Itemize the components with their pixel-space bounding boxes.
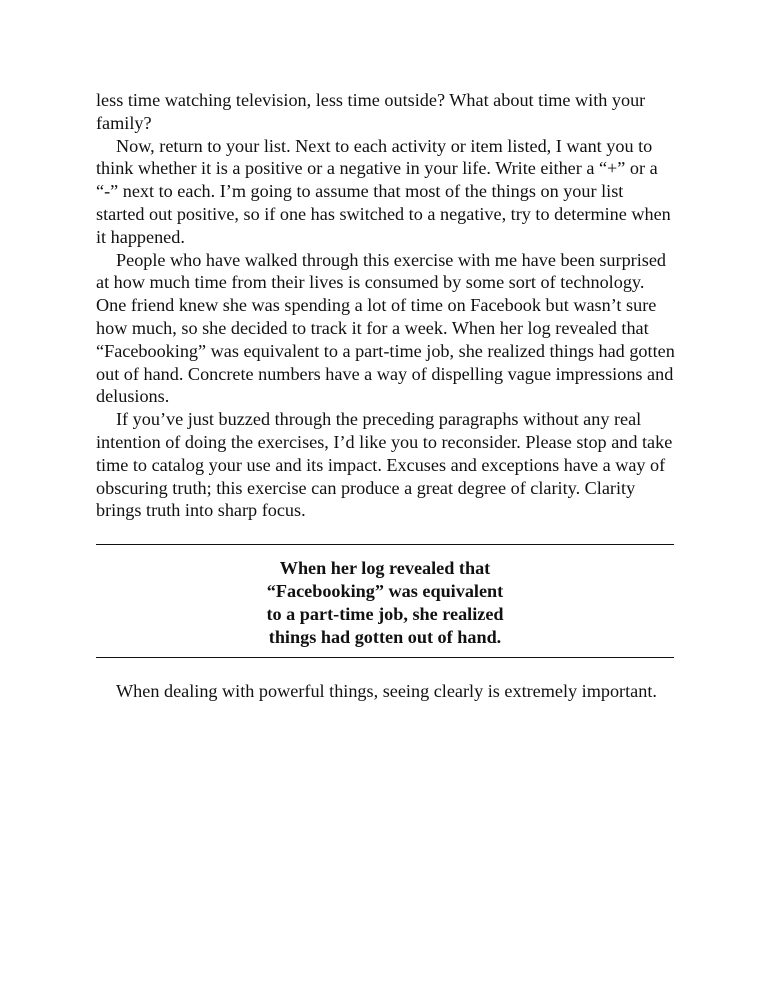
pull-quote-line: things had gotten out of hand. [268,626,502,647]
pull-quote [96,544,674,658]
paragraph-return-to-list: Now, return to your list. Next to each activity or item listed, I want you to think whether it is a positive or a negative in your life. Write either a “+” or a “-” next to each. I’m going to assume that most of the things on your list started out positive, so if one has switched to a negative, try to determine when it happened. [96,135,671,247]
paragraph-continuation: less time watching television, less time outside? What about time with your family? [96,90,646,133]
pull-quote-line: to a part-time job, she realized [266,603,504,624]
book-page [96,89,676,703]
paragraph-reconsider: If you’ve just buzzed through the preceding paragraphs without any real intention of doing the exercises, I’d like you to reconsider. Please stop and take time to catalog your use and its impact. Excuses and exceptions have a way of obscuring truth; this exercise can produce a great degree of clarity. Clarity brings truth into sharp focus. [96,409,673,521]
paragraph-seeing-clearly: When dealing with powerful things, seeing clearly is extremely important. [116,681,657,702]
pull-quote-line: When her log revealed that [279,558,491,579]
pull-quote-line: “Facebooking” was equivalent [266,580,504,601]
paragraph-technology-time: People who have walked through this exercise with me have been surprised at how much time from their lives is consumed by some sort of technology. One friend knew she was spending a lot of time on Facebook but wasn’t sure how much, so she decided to track it for a week. When her log revealed that “Facebooking” was equivalent to a part-time job, she realized things had gotten out of hand. Concrete numbers have a way of dispelling vague impressions and delusions. [96,249,675,407]
